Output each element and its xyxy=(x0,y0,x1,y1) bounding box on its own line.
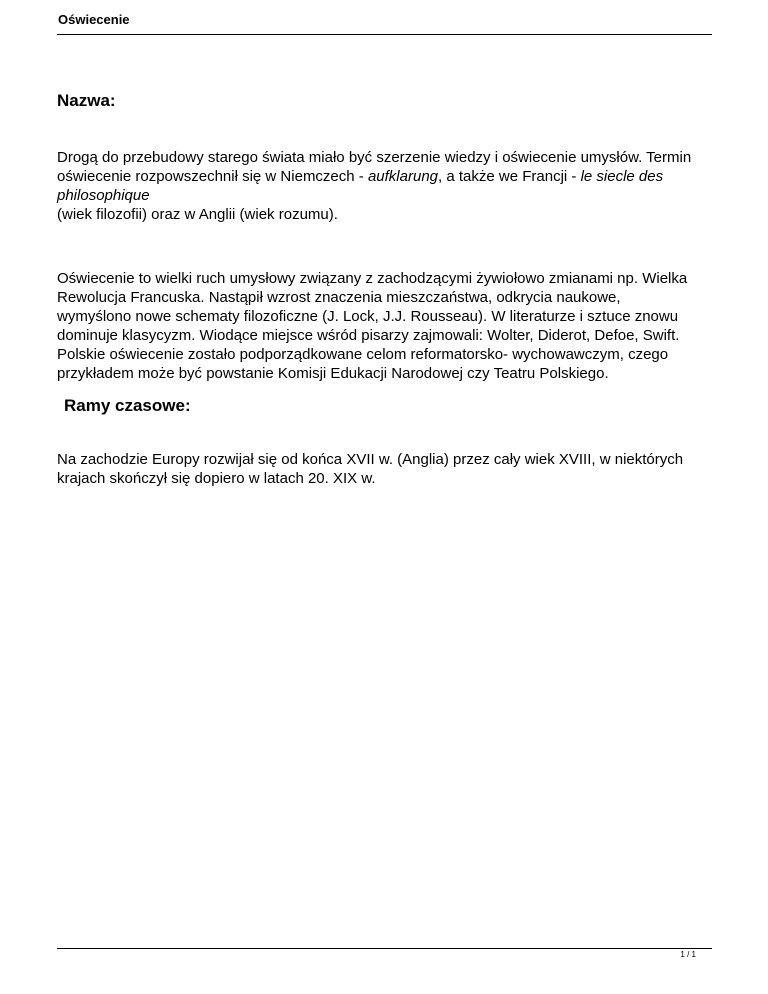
paragraph-text: oświecenie rozpowszechnił się w Niemczech - xyxy=(57,168,368,185)
document-header-title: Oświecenie xyxy=(58,12,130,27)
paragraph-line: wymyślono nowe schematy filozoficzne (J. Lock, J.J. Rousseau). W literaturze i sztuce znowu xyxy=(57,308,679,325)
paragraph-line: Rewolucja Francuska. Nastąpił wzrost znaczenia mieszczaństwa, odkrycia naukowe, xyxy=(57,289,621,306)
paragraph-movement-description xyxy=(57,269,717,383)
footer-divider xyxy=(57,948,712,949)
italic-term-philosophique: philosophique xyxy=(57,187,150,204)
paragraph-time-frame xyxy=(57,450,717,488)
paragraph-line: Drogą do przebudowy starego świata miało być szerzenie wiedzy i oświecenie umysłów. Termin xyxy=(57,149,692,166)
paragraph-line: Polskie oświecenie zostało podporządkowane celom reformatorsko- wychowawczym, czego xyxy=(57,346,669,363)
paragraph-text: , a także we Francji - xyxy=(438,168,581,185)
paragraph-term-origin xyxy=(57,148,717,224)
italic-term-le-siecle: le siecle des xyxy=(580,168,664,185)
section-heading-nazwa: Nazwa: xyxy=(57,91,116,110)
paragraph-line: Oświecenie to wielki ruch umysłowy związany z zachodzącymi żywiołowo zmianami np. Wielka xyxy=(57,270,688,287)
paragraph-line: krajach skończył się dopiero w latach 20. XIX w. xyxy=(57,470,376,487)
header-divider xyxy=(57,34,712,35)
italic-term-aufklarung: aufklarung xyxy=(367,168,439,185)
paragraph-line: przykładem może być powstanie Komisji Edukacji Narodowej czy Teatru Polskiego. xyxy=(57,365,609,382)
paragraph-line: Na zachodzie Europy rozwijał się od końca XVII w. (Anglia) przez cały wiek XVIII, w niektórych xyxy=(57,451,684,468)
section-heading-ramy-czasowe: Ramy czasowe: xyxy=(64,396,191,415)
paragraph-line: dominuje klasycyzm. Wiodące miejsce wśród pisarzy zajmowali: Wolter, Diderot, Defoe, Swift. xyxy=(57,327,680,344)
page-number: 1 / 1 xyxy=(680,950,696,959)
paragraph-line: (wiek filozofii) oraz w Anglii (wiek rozumu). xyxy=(57,206,338,223)
